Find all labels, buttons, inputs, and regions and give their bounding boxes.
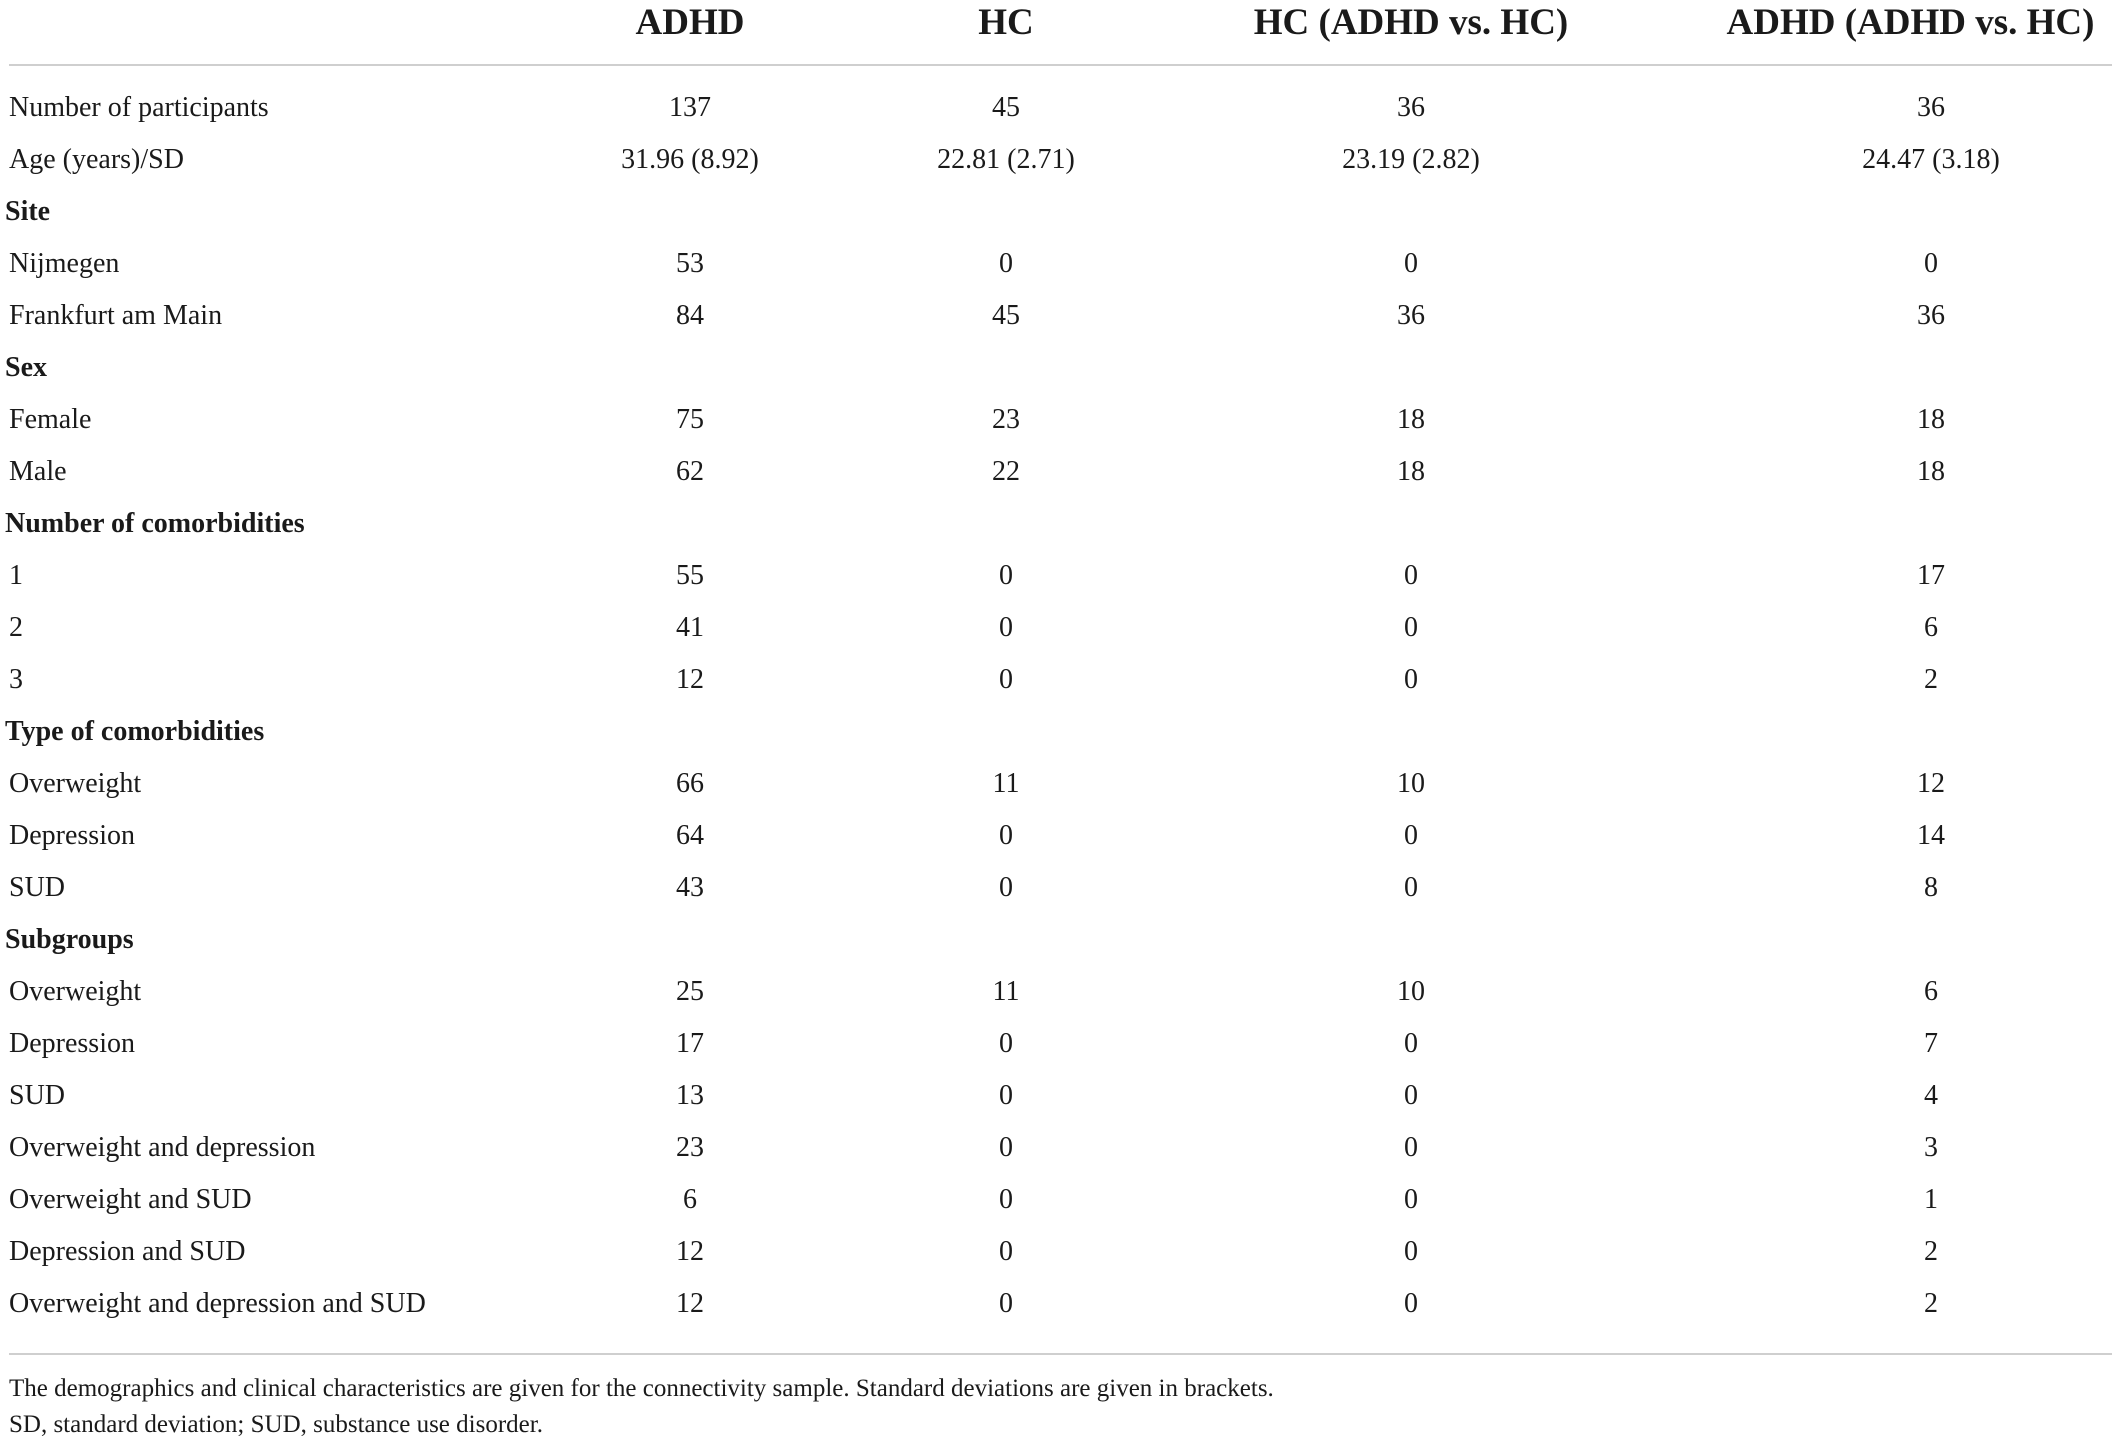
cell-adhd-adhd-vs-hc: 3: [1924, 1132, 1938, 1163]
cell-hc-adhd-vs-hc: 0: [1404, 1080, 1418, 1111]
row-label: Male: [9, 456, 67, 487]
footnote-sample-description: The demographics and clinical characteristics are given for the connectivity sample. Standard deviations are given in brackets.: [9, 1375, 1274, 1402]
cell-adhd: 17: [676, 1028, 704, 1059]
section-label: Sex: [5, 352, 47, 383]
cell-adhd-adhd-vs-hc: 2: [1924, 1288, 1938, 1319]
row-label: Number of participants: [9, 92, 269, 123]
table-row: [0, 1278, 2121, 1330]
section-heading-sex: [0, 342, 2121, 394]
cell-hc-adhd-vs-hc: 0: [1404, 1132, 1418, 1163]
row-label: Nijmegen: [9, 248, 120, 279]
cell-hc-adhd-vs-hc: 0: [1404, 1028, 1418, 1059]
cell-hc-adhd-vs-hc: 23.19 (2.82): [1342, 144, 1480, 175]
cell-adhd: 84: [676, 300, 704, 331]
table-header: [0, 0, 2121, 64]
footnote-abbreviations: SD, standard deviation; SUD, substance use disorder.: [9, 1411, 543, 1438]
cell-adhd-adhd-vs-hc: 36: [1917, 92, 1945, 123]
cell-adhd: 64: [676, 820, 704, 851]
cell-adhd: 62: [676, 456, 704, 487]
cell-hc: 0: [999, 560, 1013, 591]
section-label: Type of comorbidities: [5, 716, 265, 747]
table-row: [0, 862, 2121, 914]
cell-hc: 0: [999, 612, 1013, 643]
table-row: [0, 446, 2121, 498]
cell-hc: 45: [992, 300, 1020, 331]
cell-hc: 0: [999, 820, 1013, 851]
cell-adhd: 53: [676, 248, 704, 279]
cell-hc-adhd-vs-hc: 0: [1404, 820, 1418, 851]
table-row: [0, 602, 2121, 654]
column-header-adhd: ADHD: [635, 2, 745, 43]
table-row: [0, 550, 2121, 602]
cell-hc: 0: [999, 1184, 1013, 1215]
cell-adhd: 137: [669, 92, 711, 123]
cell-hc-adhd-vs-hc: 0: [1404, 1184, 1418, 1215]
table-row: [0, 1226, 2121, 1278]
cell-adhd-adhd-vs-hc: 12: [1917, 768, 1945, 799]
cell-adhd: 6: [683, 1184, 697, 1215]
cell-hc-adhd-vs-hc: 18: [1397, 456, 1425, 487]
column-header-hc: HC: [978, 2, 1034, 43]
cell-hc-adhd-vs-hc: 0: [1404, 872, 1418, 903]
row-label: 2: [9, 612, 23, 643]
cell-hc: 23: [992, 404, 1020, 435]
cell-adhd: 66: [676, 768, 704, 799]
section-heading-number-of-comorbidities: [0, 498, 2121, 550]
cell-hc: 0: [999, 1236, 1013, 1267]
cell-adhd: 12: [676, 664, 704, 695]
cell-hc-adhd-vs-hc: 0: [1404, 1236, 1418, 1267]
cell-adhd: 55: [676, 560, 704, 591]
row-label: Depression: [9, 1028, 135, 1059]
cell-adhd-adhd-vs-hc: 36: [1917, 300, 1945, 331]
cell-hc: 11: [992, 768, 1020, 799]
cell-adhd: 12: [676, 1236, 704, 1267]
cell-hc: 22.81 (2.71): [937, 144, 1075, 175]
row-label: Overweight: [9, 976, 142, 1007]
table-row: [0, 1174, 2121, 1226]
table-row: [0, 238, 2121, 290]
row-label: SUD: [9, 872, 66, 903]
cell-hc: 0: [999, 1080, 1013, 1111]
row-label: 1: [9, 560, 23, 591]
cell-adhd-adhd-vs-hc: 24.47 (3.18): [1862, 144, 2000, 175]
cell-hc: 0: [999, 1028, 1013, 1059]
cell-adhd-adhd-vs-hc: 2: [1924, 1236, 1938, 1267]
cell-adhd: 43: [676, 872, 704, 903]
cell-hc: 0: [999, 1132, 1013, 1163]
table-row: [0, 1018, 2121, 1070]
cell-hc: 0: [999, 664, 1013, 695]
cell-hc: 22: [992, 456, 1020, 487]
cell-hc-adhd-vs-hc: 0: [1404, 612, 1418, 643]
header-divider: [9, 64, 2112, 66]
column-header-hc-adhd-vs-hc: HC (ADHD vs. HC): [1253, 2, 1569, 43]
cell-hc: 45: [992, 92, 1020, 123]
table-row: [0, 966, 2121, 1018]
row-label: Frankfurt am Main: [9, 300, 223, 331]
cell-hc-adhd-vs-hc: 0: [1404, 248, 1418, 279]
cell-adhd-adhd-vs-hc: 1: [1924, 1184, 1938, 1215]
cell-hc: 11: [992, 976, 1020, 1007]
cell-hc: 0: [999, 872, 1013, 903]
cell-hc-adhd-vs-hc: 0: [1404, 560, 1418, 591]
section-label: Subgroups: [5, 924, 134, 955]
section-heading-type-of-comorbidities: [0, 706, 2121, 758]
cell-hc-adhd-vs-hc: 0: [1404, 664, 1418, 695]
row-label: Age (years)/SD: [9, 144, 184, 175]
cell-hc-adhd-vs-hc: 18: [1397, 404, 1425, 435]
cell-hc: 0: [999, 1288, 1013, 1319]
row-label: Overweight and depression: [9, 1132, 316, 1163]
cell-hc-adhd-vs-hc: 36: [1397, 300, 1425, 331]
row-label: 3: [9, 664, 23, 695]
cell-adhd: 41: [676, 612, 704, 643]
row-label: Overweight: [9, 768, 142, 799]
cell-hc-adhd-vs-hc: 10: [1397, 768, 1425, 799]
cell-hc-adhd-vs-hc: 36: [1397, 92, 1425, 123]
cell-hc-adhd-vs-hc: 10: [1397, 976, 1425, 1007]
cell-hc: 0: [999, 248, 1013, 279]
cell-adhd-adhd-vs-hc: 2: [1924, 664, 1938, 695]
table-row: [0, 1122, 2121, 1174]
cell-adhd-adhd-vs-hc: 17: [1917, 560, 1945, 591]
cell-adhd-adhd-vs-hc: 18: [1917, 404, 1945, 435]
row-label: Overweight and depression and SUD: [9, 1288, 426, 1319]
cell-adhd: 12: [676, 1288, 704, 1319]
cell-adhd-adhd-vs-hc: 7: [1924, 1028, 1938, 1059]
table-row: [0, 810, 2121, 862]
table-row: [0, 758, 2121, 810]
section-label: Number of comorbidities: [5, 508, 305, 539]
cell-adhd-adhd-vs-hc: 8: [1924, 872, 1938, 903]
table-row: [0, 654, 2121, 706]
table-row: [0, 134, 2121, 186]
section-label: Site: [5, 196, 51, 227]
row-label: Female: [9, 404, 92, 435]
cell-adhd-adhd-vs-hc: 6: [1924, 612, 1938, 643]
cell-hc-adhd-vs-hc: 0: [1404, 1288, 1418, 1319]
cell-adhd-adhd-vs-hc: 14: [1917, 820, 1945, 851]
cell-adhd-adhd-vs-hc: 18: [1917, 456, 1945, 487]
row-label: SUD: [9, 1080, 66, 1111]
section-heading-site: [0, 186, 2121, 238]
cell-adhd: 13: [676, 1080, 704, 1111]
section-heading-subgroups: [0, 914, 2121, 966]
cell-adhd: 31.96 (8.92): [621, 144, 759, 175]
cell-adhd: 75: [676, 404, 704, 435]
row-label: Overweight and SUD: [9, 1184, 252, 1215]
cell-adhd: 23: [676, 1132, 704, 1163]
footer-divider: [9, 1353, 2112, 1355]
cell-adhd-adhd-vs-hc: 0: [1924, 248, 1938, 279]
row-label: Depression and SUD: [9, 1236, 246, 1267]
table-row: [0, 1070, 2121, 1122]
cell-adhd: 25: [676, 976, 704, 1007]
cell-adhd-adhd-vs-hc: 4: [1924, 1080, 1938, 1111]
table-row: [0, 82, 2121, 134]
row-label: Depression: [9, 820, 135, 851]
column-header-adhd-adhd-vs-hc: ADHD (ADHD vs. HC): [1726, 2, 2095, 43]
cell-adhd-adhd-vs-hc: 6: [1924, 976, 1938, 1007]
table-row: [0, 394, 2121, 446]
table-row: [0, 290, 2121, 342]
